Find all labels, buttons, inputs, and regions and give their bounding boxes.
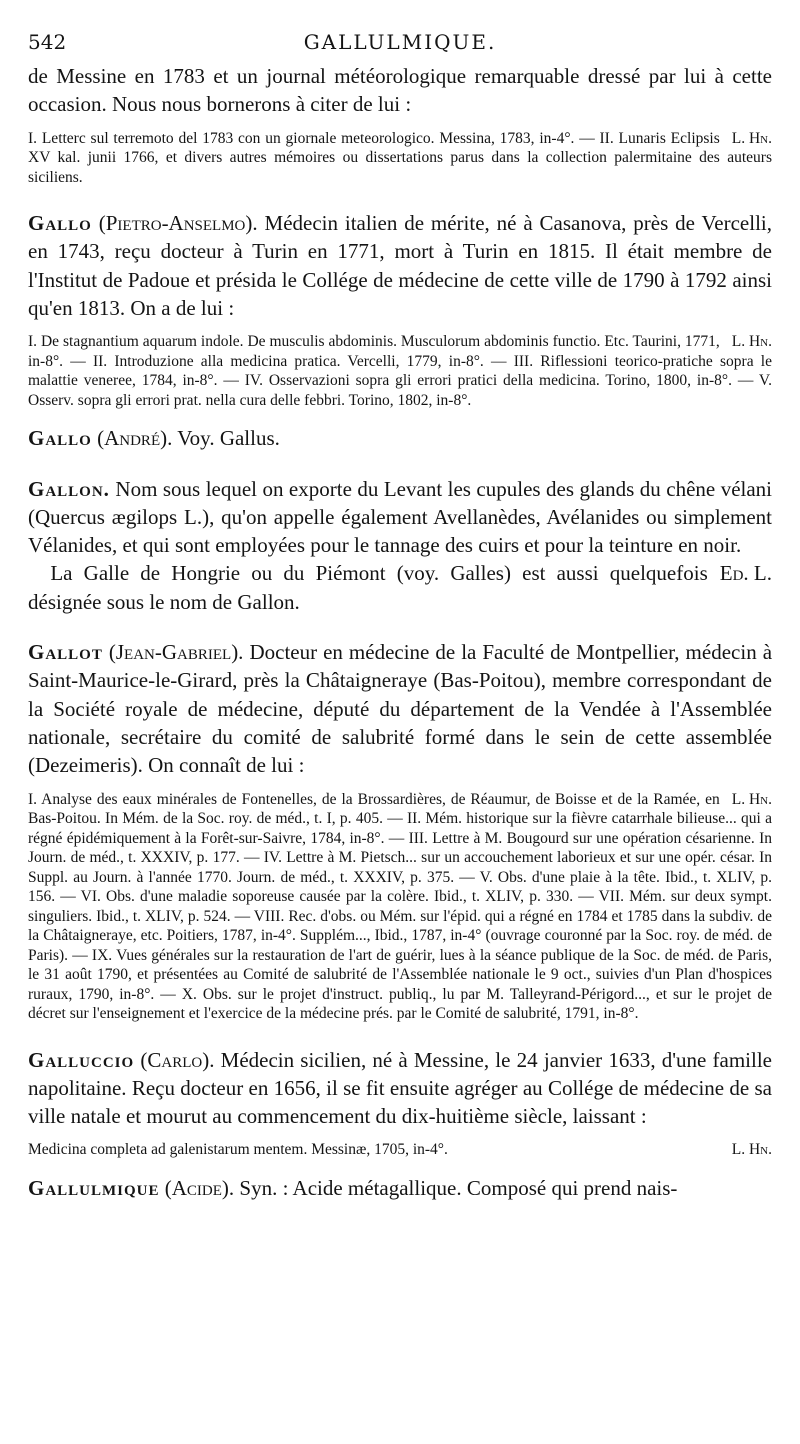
signature: L. Hn. [731, 129, 772, 147]
headword: Gallo [28, 426, 92, 451]
headword: Gallo [28, 211, 92, 236]
entry-gallulmique [28, 1174, 772, 1202]
entry-text: Gallot (Jean-Gabriel). Docteur en médecine de la Faculté de Montpellier, médecin à Saint-Maurice-le-Girard, près la Châtaigneraye (Bas-Poitou), membre correspondant de la Société royale de médecine, député du département de la Vendée à l'Assemblée nationale, secrétaire du comité de salubrité formé dans le sein de cette assemblée (Dezeimeris). On connaît de lui : [28, 640, 773, 778]
signature: L. Hn. [731, 333, 772, 351]
entry-text: Ed. L. La Galle de Hongrie ou du Piémont (voy. Galles) est aussi quelquefois désignée sous le nom de Gallon. [28, 561, 772, 614]
works-list: L. Hn. I. Analyse des eaux minérales de Fontenelles, de la Brossardières, de Réaumur, de Boisse et de la Ramée, en Bas-Poitou. In Mém. de la Soc. roy. de méd., t. I, p. 405. — II. Mém. historique sur la fièvre catarrhale bilieuse... qui a régné épidémiquement à la Forêt-sur-Saivre, 1784, in-8°. — III. Lettre à M. Bougourd sur une opération césarienne. In Journ. de méd., t. XXXIV, p. 177. — IV. Lettre à M. Pietsch... sur un accouchement laborieux et sur une opér. césar. In Suppl. au Journ. à l'année 1770. Journ. de méd., t. XXXIV, p. 375. — V. Obs. d'une plaie à la tête. Ibid., t. XLIV, p. 156. — VI. Obs. d'une maladie soporeuse causée par la colère. Ibid., t. XLIV, p. 330. — VII. Mém. sur deux sympt. singuliers. Ibid., t. XLIV, p. 524. — VIII. Rec. d'obs. ou Mém. sur l'épid. qui a régné en 1784 et 1785 dans la subdiv. de la Châtaigneraye, etc. Poitiers, 1787, in-4°. Supplém..., Ibid., 1787, in-4° (ouvrage couronné par la Soc. roy. de méd. de Paris). — IX. Vues générales sur la restauration de l'art de guérir, lues à la séance publique de la Soc. de méd. de Paris, le 31 août 1790, et présentées au Comité de salubrité de l'Assemblée nationale le 9 oct., suivies d'un Plan d'hospices ruraux, 1790, in-8°. — X. Obs. sur le projet d'instruct. publiq., lu par M. Talleyrand-Périgord..., et sur le projet de décret sur l'enseignement et l'exercice de la médecine prés. par le Comité de salubrité, 1791, in-8°. [28, 790, 772, 1023]
entry-gallot [28, 638, 772, 1023]
entry-text: Galluccio (Carlo). Médecin sicilien, né à Messine, le 24 janvier 1633, d'une famille napolitaine. Reçu docteur en 1656, il se fit ensuite agréger au Collége de médecine de sa ville natale et mourut au commencement du dix-huitième siècle, laissant : [28, 1047, 773, 1129]
page-number: 542 [28, 30, 67, 54]
running-header [28, 30, 772, 62]
signature: Ed. L. [719, 561, 772, 586]
qualifier: (Pietro-Anselmo). [98, 211, 258, 236]
entry-text: de Messine en 1783 et un journal météorologique remarquable dressé par lui à cette occasion. Nous nous bornerons à citer de lui : [28, 64, 772, 117]
entry-text [28, 424, 772, 452]
entry-text: Gallulmique (Acide). Syn. : Acide métagallique. Composé qui prend nais- [28, 1175, 678, 1200]
entry-gallo-pietro [28, 209, 772, 410]
headword: Galluccio [28, 1047, 135, 1072]
entry-text: Gallo (Pietro-Anselmo). Médecin italien de mérite, né à Casanova, près de Vercelli, en 1743, reçu docteur à Turin en 1771, mort à Turin en 1815. Il était membre de l'Institut de Padoue et présida le Collége de médecine de cette ville de 1790 à 1792 ainsi qu'en 1813. On a de lui : [28, 211, 773, 320]
entry-galluccio [28, 1046, 772, 1160]
signature: L. Hn. [731, 790, 772, 808]
headword: Gallulmique [28, 1175, 160, 1200]
qualifier: (Acide). [164, 1175, 235, 1200]
headword: Gallon. [28, 476, 110, 501]
running-title: GALLULMIQUE. [303, 30, 497, 54]
entry-text: Gallon. Nom sous lequel on exporte du Levant les cupules des glands du chêne vélani (Quercus ægilops L.), qu'on appelle également Avellanèdes, Avélanides ou simplement Vélanides, et qui sont employées pour le tannage des cuirs et pour la teinture en noir. [28, 476, 772, 558]
signature: L. Hn. [731, 1141, 772, 1159]
entry-gallon [28, 475, 772, 616]
works-list: L. Hn. I. De stagnantium aquarum indole. De musculis abdominis. Musculorum abdominis functio. Etc. Taurini, 1771, in-8°. — II. Introduzione alla medicina pratica. Vercelli, 1779, in-8°. — III. Riflessioni teorico-pratiche sopra le malattie veneree, 1784, in-8°. — IV. Osservazioni sopra gli errori pratici della medicina. Torino, 1800, in-8°. — V. Osserv. sopra gli errori prat. nella cura delle febbri. Torino, 1802, in-8°. [28, 333, 772, 409]
works-list: L. Hn. Medicina completa ad galenistarum mentem. Messinæ, 1705, in-4°. [28, 1141, 772, 1159]
dictionary-page [28, 30, 772, 1202]
qualifier: (Carlo). [140, 1047, 215, 1072]
headword: Gallot [28, 640, 103, 665]
entry-gallo-andre [28, 424, 772, 452]
entry-continuation [28, 62, 772, 187]
works-list: L. Hn. I. Letterc sul terremoto del 1783 con un giornale meteorologico. Messina, 1783, in-4°. — II. Lunaris Eclipsis XV kal. junii 1766, et divers autres mémoires ou dissertations parus dans la collection palermitaine des auteurs siciliens. [28, 129, 772, 186]
qualifier: (Jean-Gabriel). [108, 640, 244, 665]
cross-reference: Voy. Gallus. [177, 426, 280, 451]
qualifier: (André). [97, 426, 173, 451]
